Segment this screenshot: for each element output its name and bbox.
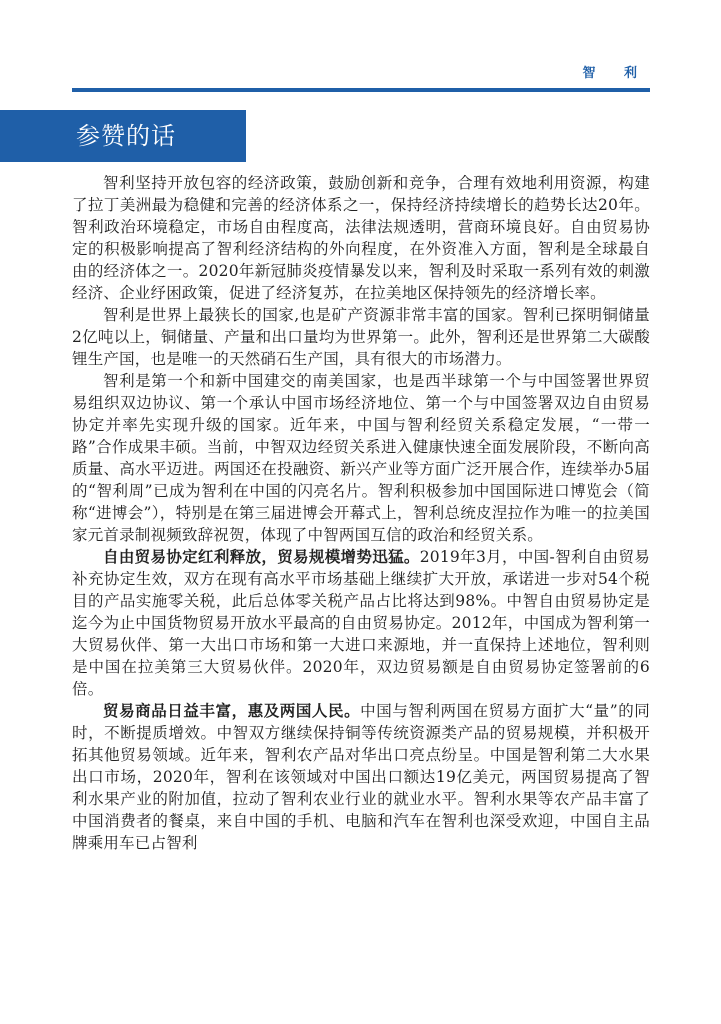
paragraph-text: 智利是第一个和新中国建交的南美国家，也是西半球第一个与中国签署世界贸易组织双边协议、第一个承认中国市场经济地位、第一个与中国签署双边自由贸易协定并率先实现升级的国家。近年来，中国与智利经贸关系稳定发展，“一带一路”合作成果丰硕。当前，中智双边经贸关系进入健康快速全面发展阶段，不断向高质量、高水平迈进。两国还在投融资、新兴产业等方面广泛开展合作，连续举办5届的“智利周”已成为智利在中国的闪亮名片。智利积极参加中国国际进口博览会（简称“进博会”），特别是在第三届进博会开幕式上，智利总统皮涅拉作为唯一的拉美国家元首录制视频致辞祝贺，体现了中智两国互信的政治和经贸关系。 xyxy=(72,372,650,544)
paragraph-lead-bold: 自由贸易协定红利释放，贸易规模增势迅猛。 xyxy=(103,548,420,566)
paragraph-text: 中国与智利两国在贸易方面扩大“量”的同时，不断提质增效。中智双方继续保持铜等传统资源类产品的贸易规模，并积极开拓其他贸易领域。近年来，智利农产品对华出口亮点纷呈。中国是智利第二大水果出口市场，2020年，智利在该领域对中国出口额达19亿美元，两国贸易提高了智利水果产业的附加值，拉动了智利农业行业的就业水平。智利水果等农产品丰富了中国消费者的餐桌，来自中国的手机、电脑和汽车在智利也深受欢迎，中国自主品牌乘用车已占智利 xyxy=(72,702,650,852)
paragraph-text: 智利是世界上最狭长的国家,也是矿产资源非常丰富的国家。智利已探明铜储量2亿吨以上，铜储量、产量和出口量均为世界第一。此外，智利还是世界第二大碳酸锂生产国，也是唯一的天然硝石生产国，具有很大的市场潜力。 xyxy=(72,306,650,368)
paragraph-text: 智利坚持开放包容的经济政策，鼓励创新和竞争，合理有效地利用资源，构建了拉丁美洲最为稳健和完善的经济体系之一，保持经济持续增长的趋势长达20年。智利政治环境稳定，市场自由程度高，法律法规透明，营商环境良好。自由贸易协定的积极影响提高了智利经济结构的外向程度，在外资准入方面，智利是全球最自由的经济体之一。2020年新冠肺炎疫情暴发以来，智利及时采取一系列有效的刺激经济、企业纾困政策，促进了经济复苏，在拉美地区保持领先的经济增长率。 xyxy=(72,174,650,302)
section-title-banner: 参赞的话 xyxy=(0,110,246,162)
body-text xyxy=(72,172,650,854)
paragraph-economy xyxy=(72,172,650,304)
paragraph-resources xyxy=(72,304,650,370)
header-rule xyxy=(72,88,650,92)
paragraph-fta xyxy=(72,546,650,700)
paragraph-relations xyxy=(72,370,650,546)
paragraph-text: 2019年3月，中国-智利自由贸易补充协定生效，双方在现有高水平市场基础上继续扩大开放，承诺进一步对54个税目的产品实施零关税，此后总体零关税产品占比将达到98%。中智自由贸易协定是迄今为止中国货物贸易开放水平最高的自由贸易协定。2012年，中国成为智利第一大贸易伙伴、第一大出口市场和第一大进口来源地，并一直保持上述地位，智利则是中国在拉美第三大贸易伙伴。2020年，双边贸易额是自由贸易协定签署前的6倍。 xyxy=(72,548,650,698)
running-header-country: 智 利 xyxy=(582,66,649,81)
paragraph-lead-bold: 贸易商品日益丰富，惠及两国人民。 xyxy=(103,702,361,720)
paragraph-trade-goods xyxy=(72,700,650,854)
